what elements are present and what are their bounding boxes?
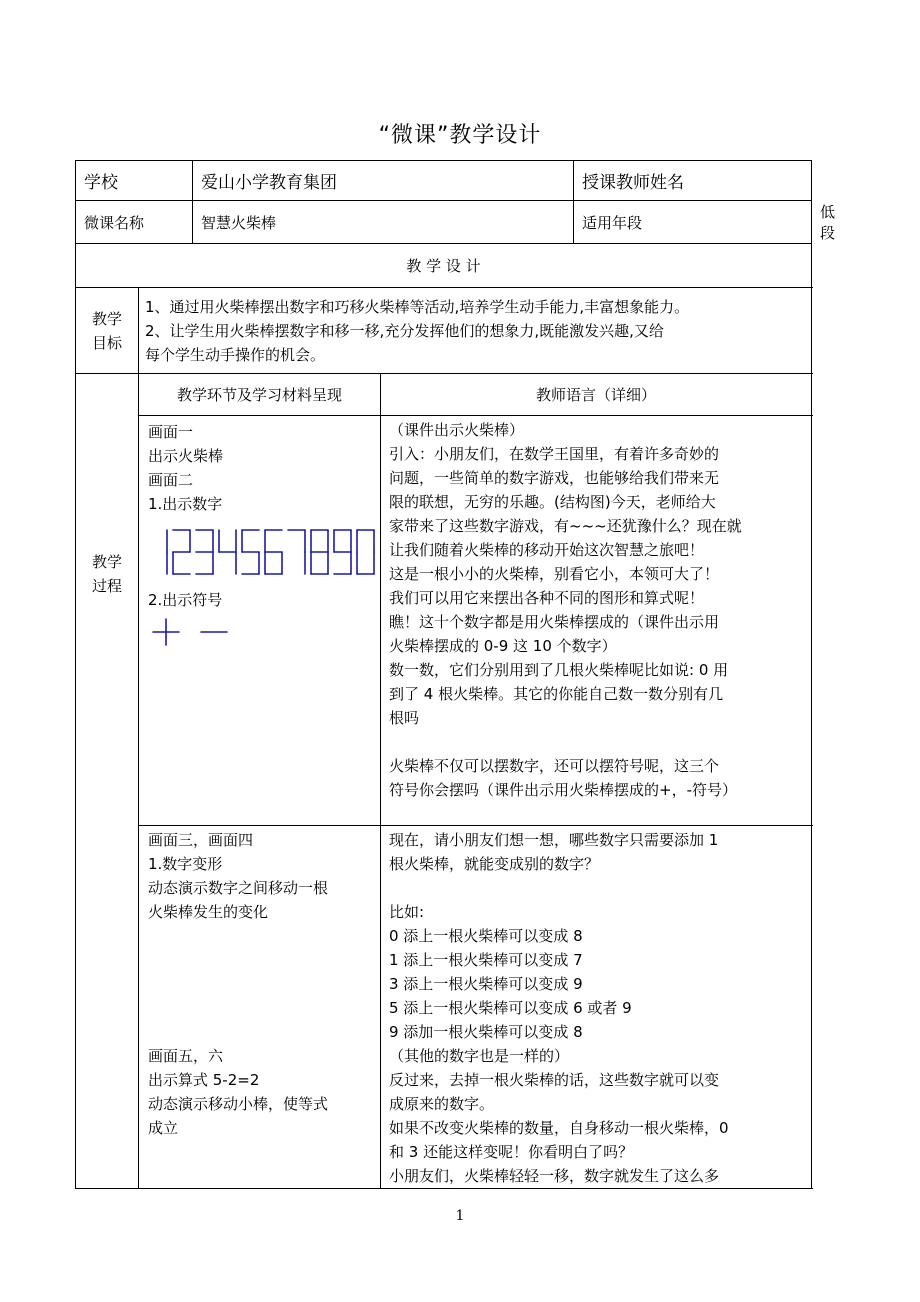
matchstick-digit-8 [311, 530, 328, 574]
teacher-line: 5 添上一根火柴棒可以变成 6 或者 9 [389, 999, 632, 1017]
teacher-line: 现在，请小朋友们想一想，哪些数字只需要添加 1 [389, 831, 719, 849]
goal-line: 1、通过用火柴棒摆出数字和巧移火柴棒等活动,培养学生动手能力,丰富想象能力。 [145, 298, 690, 316]
teacher-line: 和 3 还能这样变呢！你看明白了吗？ [389, 1143, 634, 1161]
matchstick-symbols-svg [148, 612, 380, 652]
teacher-line: 成原来的数字。 [389, 1095, 495, 1113]
matchstick-digit-7 [288, 530, 305, 574]
process-label-line2: 过程 [91, 577, 122, 595]
teacher-line: 符号你会摆吗（课件出示用火柴棒摆成的+，-符号） [389, 781, 737, 799]
grade-label: 适用年段 [574, 201, 812, 244]
matchstick-digit-9 [334, 530, 351, 574]
process-header-row [76, 374, 812, 416]
scene-line: 画面二 [148, 471, 194, 489]
scene-line: 火柴棒发生的变化 [148, 903, 269, 921]
teacher-blank-line [389, 876, 811, 900]
teacher-line: 根吗 [389, 709, 420, 727]
teacher-line: 小朋友们，火柴棒轻轻一移，数字就发生了这么多 [389, 1167, 720, 1185]
course-label: 微课名称 [76, 201, 193, 244]
teacher-line: 到了 4 根火柴棒。其它的你能自己数一数分别有几 [389, 685, 724, 703]
row1-left-cell [139, 416, 381, 826]
teacher-line: 让我们随着火柴棒的移动开始这次智慧之旅吧！ [389, 541, 705, 559]
teacher-line: 如果不改变火柴棒的数量，自身移动一根火柴棒，0 [389, 1119, 729, 1137]
scene-line: 出示火柴棒 [148, 447, 224, 465]
teacher-line: 这是一根小小的火柴棒，别看它小，本领可大了！ [389, 565, 720, 583]
teacher-line: 问题，一些简单的数字游戏，也能够给我们带来无 [389, 469, 720, 487]
teacher-line: 1 添上一根火柴棒可以变成 7 [389, 951, 583, 969]
matchstick-digits-figure [148, 516, 380, 588]
scene-line: 1.出示数字 [148, 495, 223, 513]
teacher-line: 9 添加一根火柴棒可以变成 8 [389, 1023, 583, 1041]
teacher-line: 0 添上一根火柴棒可以变成 8 [389, 927, 583, 945]
teacher-line: 比如: [389, 903, 425, 921]
school-label: 学校 [76, 161, 193, 201]
teacher-label: 授课教师姓名 [574, 161, 812, 201]
matchstick-digit-3 [196, 530, 213, 574]
scene-line: 动态演示数字之间移动一根 [148, 879, 329, 897]
scene-line: 出示算式 5-2=2 [148, 1071, 260, 1089]
design-header: 教 学 设 计 [76, 244, 812, 288]
matchstick-digit-4 [219, 530, 236, 574]
design-header-row [76, 244, 812, 288]
teacher-blank-line [389, 730, 811, 754]
process-row-2 [76, 826, 812, 1189]
matchstick-digit-2 [173, 530, 190, 574]
goals-label [76, 288, 139, 374]
teacher-line: （其他的数字也是一样的） [389, 1047, 570, 1065]
matchstick-digit-0 [357, 530, 374, 574]
teacher-line: 根火柴棒，就能变成别的数字？ [389, 855, 600, 873]
process-label-line1: 教学 [91, 553, 122, 571]
lesson-design-table [75, 160, 836, 1189]
scene-line: 画面一 [148, 423, 194, 441]
scene-line: 成立 [148, 1119, 179, 1137]
left-column-header: 教学环节及学习材料呈现 [139, 374, 381, 416]
teacher-line: 限的联想，无穷的乐趣。(结构图)今天，老师给大 [389, 493, 716, 511]
row2-right-cell [381, 826, 812, 1189]
scene-line: 1.数字变形 [148, 855, 223, 873]
scene-line: 动态演示移动小棒，使等式 [148, 1095, 329, 1113]
matchstick-plus-symbol [153, 619, 179, 645]
teacher-line: 火柴棒不仅可以摆数字，还可以摆符号呢，这三个 [389, 757, 720, 775]
info-row-school [76, 161, 812, 201]
goals-content [139, 288, 812, 374]
course-value: 智慧火柴棒 [193, 201, 574, 244]
page-number: 1 [455, 1208, 465, 1224]
scene-line: 画面五，六 [148, 1047, 224, 1065]
process-row-1 [76, 416, 812, 826]
matchstick-digit-5 [242, 530, 259, 574]
teacher-line: （课件出示火柴棒） [389, 421, 525, 439]
scene-line: 2.出示符号 [148, 591, 223, 609]
scene-line: 画面三，画面四 [148, 831, 254, 849]
right-column-header: 教师语言（详细） [381, 374, 812, 416]
teacher-line: 引入：小朋友们，在数学王国里，有着许多奇妙的 [389, 445, 720, 463]
document-title: “微课”教学设计 [378, 123, 542, 148]
matchstick-digit-6 [265, 530, 282, 574]
row1-right-cell [381, 416, 812, 826]
matchstick-symbols-figure [148, 612, 380, 652]
spacer [148, 924, 380, 1044]
process-label [76, 374, 139, 1189]
school-value: 爱山小学教育集团 [193, 161, 574, 201]
row2-left-cell [139, 826, 381, 1189]
teacher-line: 数一数，它们分别用到了几根火柴棒呢比如说: 0 用 [389, 661, 729, 679]
teacher-line: 家带来了这些数字游戏，有~~~还犹豫什么？现在就 [389, 517, 742, 535]
teacher-line: 反过来，去掉一根火柴棒的话，这些数字就可以变 [389, 1071, 720, 1089]
info-row-course: 微课名称 智慧火柴棒 适用年段 低段 [76, 201, 812, 244]
goals-label-line1: 教学 [91, 309, 122, 328]
goals-label-line2: 目标 [91, 333, 122, 352]
teacher-line: 3 添上一根火柴棒可以变成 9 [389, 975, 583, 993]
goals-row [76, 288, 812, 374]
matchstick-digits-svg [148, 516, 380, 588]
teacher-line: 我们可以用它来摆出各种不同的图形和算式呢！ [389, 589, 705, 607]
teacher-line: 火柴棒摆成的 0-9 这 10 个数字） [389, 637, 617, 655]
goal-line: 2、让学生用火柴棒摆数字和移一移,充分发挥他们的想象力,既能激发兴趣,又给 [145, 322, 664, 340]
teacher-line: 瞧！这十个数字都是用火柴棒摆成的（课件出示用 [389, 613, 720, 631]
goal-line: 每个学生动手操作的机会。 [145, 346, 326, 364]
